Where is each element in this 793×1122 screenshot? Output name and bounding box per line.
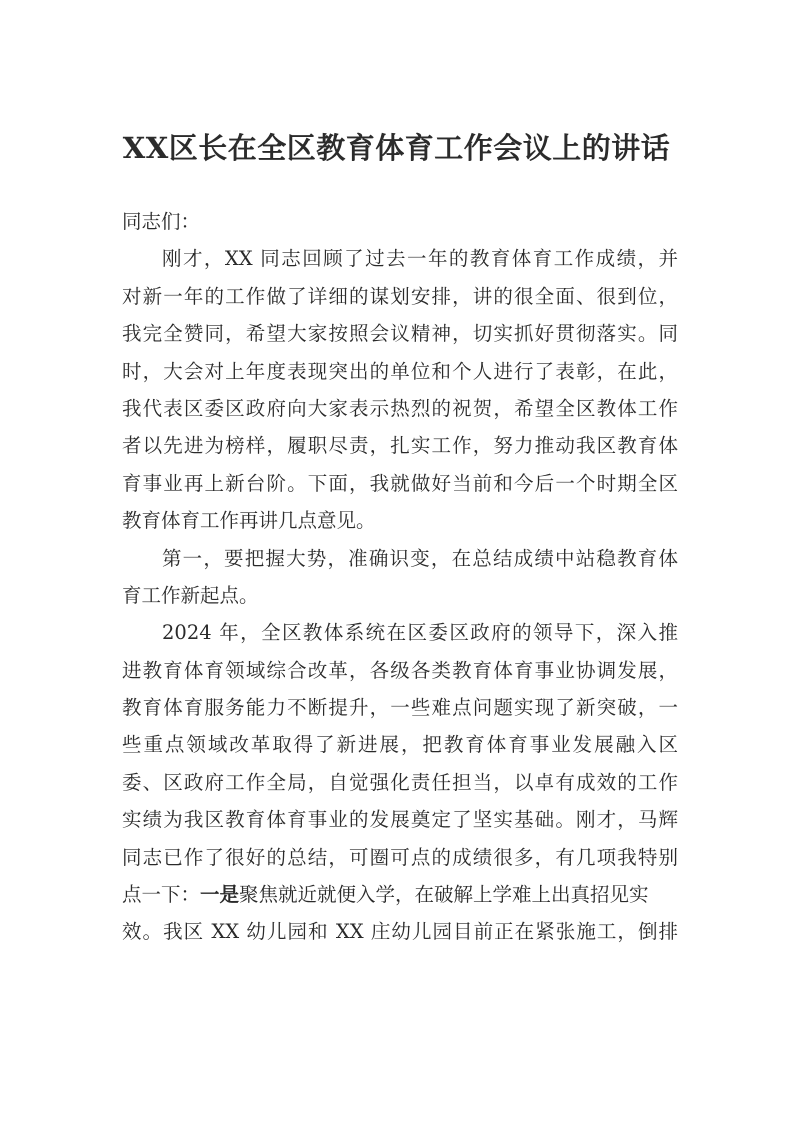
- paragraph-line: 进教育体育领域综合改革，各级各类教育体育事业协调发展，: [122, 658, 678, 682]
- emphasis-text: 一是: [200, 883, 240, 907]
- section-heading-line: 第一，要把握大势，准确识变，在总结成绩中站稳教育体: [162, 546, 678, 570]
- paragraph-line: 我完全赞同，希望大家按照会议精神，切实抓好贯彻落实。同: [122, 322, 678, 346]
- paragraph-line: 育事业再上新台阶。下面，我就做好当前和今后一个时期全区: [122, 471, 678, 495]
- paragraph-line: 效。我区 XX 幼儿园和 XX 庄幼儿园目前正在紧张施工，倒排: [122, 920, 678, 944]
- paragraph-line: 实绩为我区教育体育事业的发展奠定了坚实基础。刚才，马辉: [122, 808, 678, 832]
- document-body: [122, 203, 678, 951]
- paragraph-line-with-emphasis: [122, 876, 678, 913]
- section-heading-line: 育工作新起点。: [122, 583, 259, 607]
- paragraph-line: 者以先进为榜样，履职尽责，扎实工作，努力推动我区教育体: [122, 434, 678, 458]
- paragraph-line: 委、区政府工作全局，自觉强化责任担当，以卓有成效的工作: [122, 770, 678, 794]
- paragraph-line: 同志已作了很好的总结，可圈可点的成绩很多，有几项我特别: [122, 845, 678, 869]
- paragraph-line: 对新一年的工作做了详细的谋划安排，讲的很全面、很到位，: [122, 284, 678, 308]
- paragraph-line: 些重点领域改革取得了新进展，把教育体育事业发展融入区: [122, 733, 678, 757]
- paragraph-line: 刚才，XX 同志回顾了过去一年的教育体育工作成绩，并: [162, 247, 678, 271]
- paragraph-line: 时，大会对上年度表现突出的单位和个人进行了表彰，在此，: [122, 359, 678, 383]
- paragraph-text: 聚焦就近就便入学，在破解上学难上出真招见实: [239, 883, 649, 907]
- paragraph-line: 我代表区委区政府向大家表示热烈的祝贺，希望全区教体工作: [122, 396, 678, 420]
- salutation: 同志们：: [122, 210, 201, 233]
- paragraph-line: 教育体育工作再讲几点意见。: [122, 509, 376, 533]
- paragraph-line: 教育体育服务能力不断提升，一些难点问题实现了新突破，一: [122, 696, 678, 720]
- document-title: XX区长在全区教育体育工作会议上的讲话: [122, 131, 671, 165]
- paragraph-line: 2024 年，全区教体系统在区委区政府的领导下，深入推: [162, 621, 678, 645]
- paragraph-text: 点一下：: [122, 883, 201, 907]
